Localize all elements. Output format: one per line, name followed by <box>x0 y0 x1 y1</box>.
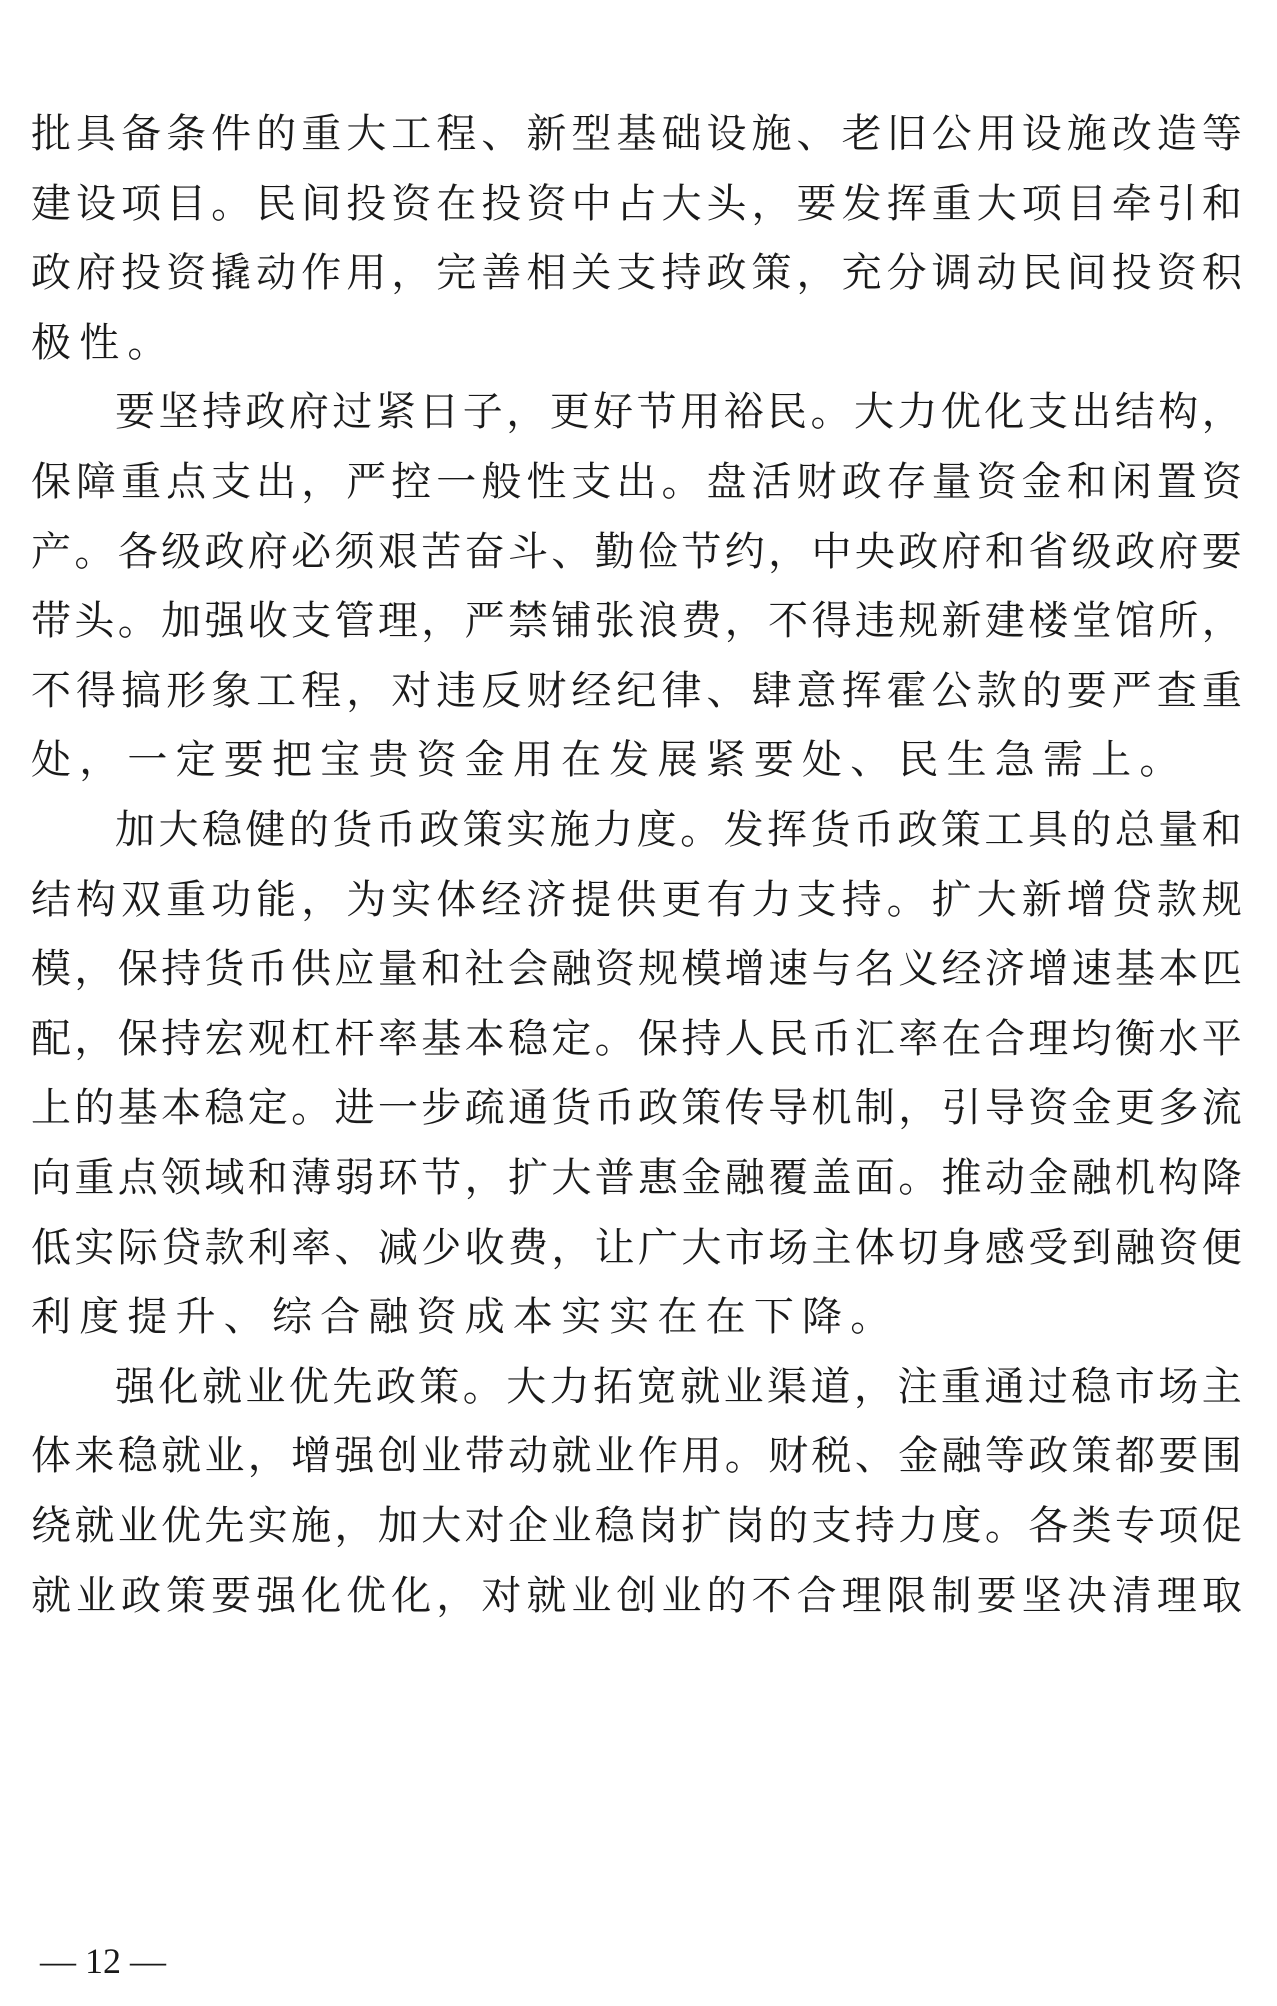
text-line: 就 业 政 策 要 强 化 优 化 ， 对 就 业 创 业 的 不 合 理 限 制 要 坚 决 清 理 取 <box>31 1572 1242 1619</box>
text-line: 向 重 点 领 域 和 薄 弱 环 节 ， 扩 大 普 惠 金 融 覆 盖 面 。 推 动 金 融 机 构 降 <box>31 1155 1242 1201</box>
text-line: 配 ， 保 持 宏 观 杠 杆 率 基 本 稳 定 。 保 持 人 民 币 汇 率 在 合 理 均 衡 水 平 <box>31 1015 1242 1062</box>
text-line: 利 度 提 升 、 综 合 融 资 成 本 实 实 在 在 下 降 。 <box>31 1294 891 1341</box>
text-line: 不 得 搞 形 象 工 程 ， 对 违 反 财 经 纪 律 、 肆 意 挥 霍 公 款 的 要 严 查 重 <box>31 667 1242 714</box>
text-line: 加 大 稳 健 的 货 币 政 策 实 施 力 度 。 发 挥 货 币 政 策 工 具 的 总 量 和 <box>115 807 1242 853</box>
text-line: 保 障 重 点 支 出 ， 严 控 一 般 性 支 出 。 盘 活 财 政 存 量 资 金 和 闲 置 资 <box>31 459 1242 505</box>
text-line: 结 构 双 重 功 能 ， 为 实 体 经 济 提 供 更 有 力 支 持 。 扩 大 新 增 贷 款 规 <box>31 876 1242 923</box>
text-line: 带 头 。 加 强 收 支 管 理 ， 严 禁 铺 张 浪 费 ， 不 得 违 规 新 建 楼 堂 馆 所 ， <box>31 598 1242 645</box>
text-line: 体 来 稳 就 业 ， 增 强 创 业 带 动 就 业 作 用 。 财 税 、 金 融 等 政 策 都 要 围 <box>31 1433 1242 1480</box>
text-line: 上 的 基 本 稳 定 。 进 一 步 疏 通 货 币 政 策 传 导 机 制 ， 引 导 资 金 更 多 流 <box>31 1085 1242 1132</box>
text-line: 模 ， 保 持 货 币 供 应 量 和 社 会 融 资 规 模 增 速 与 名 义 经 济 增 速 基 本 匹 <box>31 946 1242 993</box>
text-line: 强 化 就 业 优 先 政 策 。 大 力 拓 宽 就 业 渠 道 ， 注 重 通 过 稳 市 场 主 <box>115 1363 1242 1410</box>
text-line: 绕 就 业 优 先 实 施 ， 加 大 对 企 业 稳 岗 扩 岗 的 支 持 力 度 。 各 类 专 项 促 <box>31 1503 1242 1549</box>
text-line: 产 。 各 级 政 府 必 须 艰 苦 奋 斗 、 勤 俭 节 约 ， 中 央 政 府 和 省 级 政 府 要 <box>31 528 1242 575</box>
text-line: 低 实 际 贷 款 利 率 、 减 少 收 费 ， 让 广 大 市 场 主 体 切 身 感 受 到 融 资 便 <box>31 1224 1242 1271</box>
text-line: 处 ， 一 定 要 把 宝 贵 资 金 用 在 发 展 紧 要 处 、 民 生 急 需 上 。 <box>31 737 1180 784</box>
text-line: 政 府 投 资 撬 动 作 用 ， 完 善 相 关 支 持 政 策 ， 充 分 调 动 民 间 投 资 积 <box>31 250 1242 297</box>
text-line: 批 具 备 条 件 的 重 大 工 程 、 新 型 基 础 设 施 、 老 旧 公 用 设 施 改 造 等 <box>31 111 1242 157</box>
text-line: 建 设 项 目 。 民 间 投 资 在 投 资 中 占 大 头 ， 要 发 挥 重 大 项 目 牵 引 和 <box>31 180 1242 227</box>
page-number: — 12 — <box>40 1941 166 1981</box>
text-line: 要 坚 持 政 府 过 紧 日 子 ， 更 好 节 用 裕 民 。 大 力 优 化 支 出 结 构 ， <box>115 389 1242 436</box>
text-line: 极 性 。 <box>31 319 168 366</box>
